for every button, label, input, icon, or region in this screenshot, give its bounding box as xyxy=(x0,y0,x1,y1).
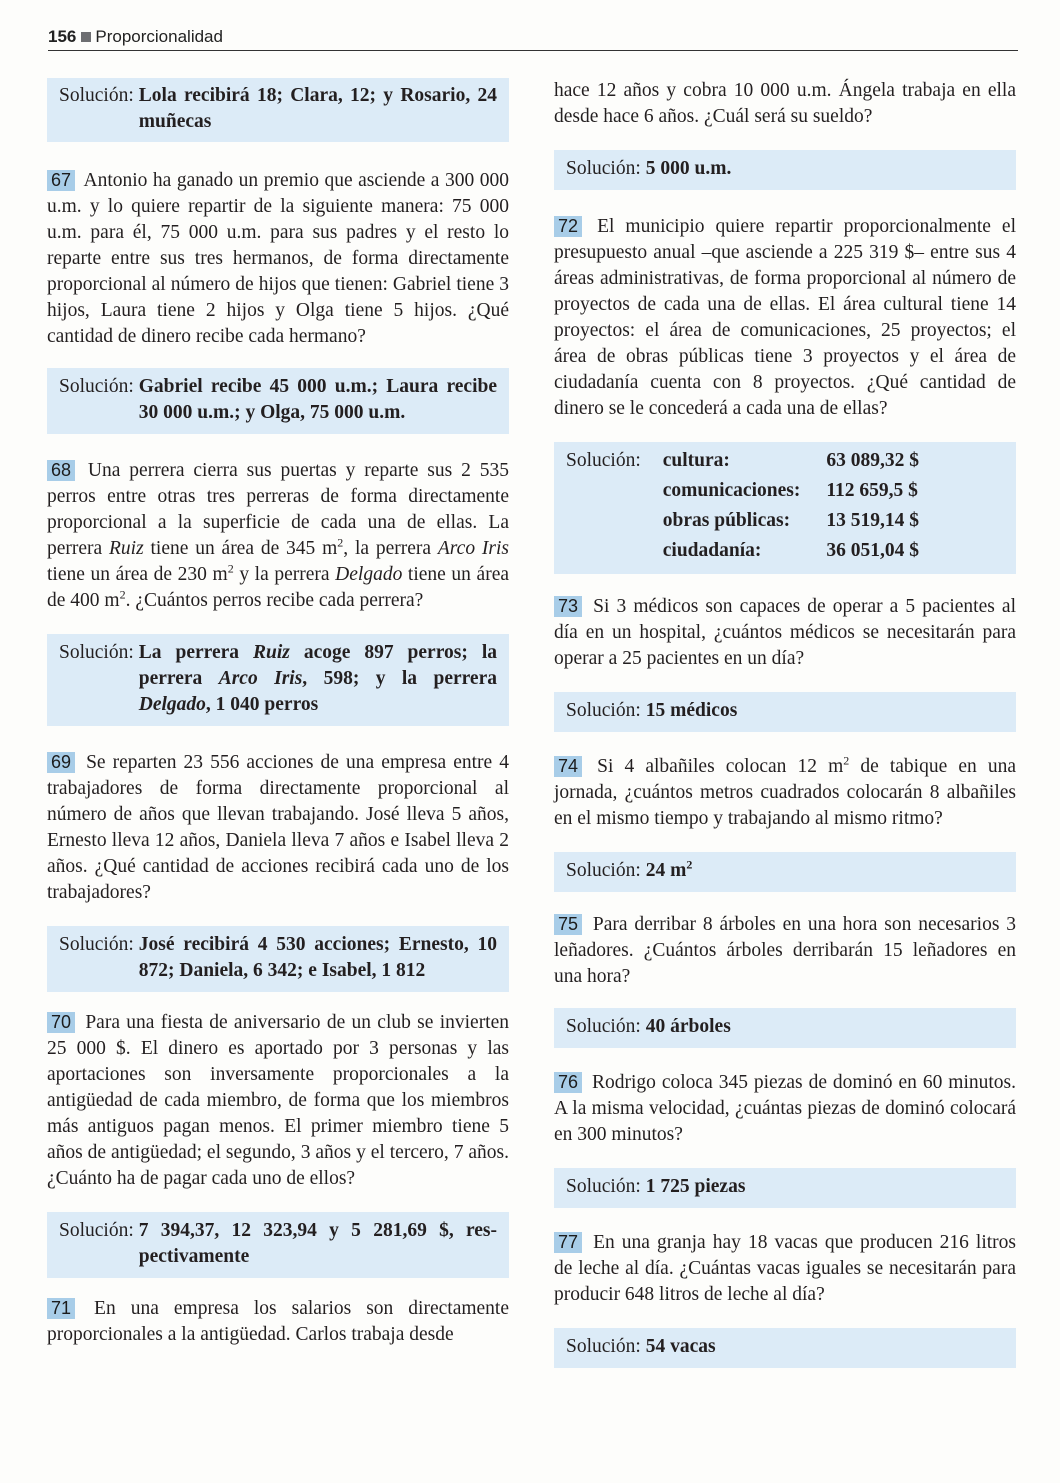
solution-text: 40 árboles xyxy=(645,1016,731,1037)
problem-73 xyxy=(554,594,1016,672)
solution-text: 5 000 u.m. xyxy=(645,158,732,179)
problem-text: , la perrera xyxy=(343,538,438,559)
problem-67 xyxy=(47,168,509,350)
solution-text: 15 médicos xyxy=(645,700,738,721)
problem-text: Antonio ha ganado un premio que asciende a 300 000 u.m. y lo quiere repartir de la siguiente manera: 75 000 u.m. para él, 75 000 u.m. para sus padres y el resto lo reparte entre sus tres hermanos, de forma directamente proporcional al número de hijos que tienen: Gabriel tiene 3 hijos, Laura tiene 2 hijos y Olga tiene 5 hijos. ¿Qué cantidad de dinero recibe cada hermano? xyxy=(47,170,509,347)
solution-text: José recibirá 4 530 acciones; Ernesto, 10 872; Daniela, 6 342; e Isabel, 1 812 xyxy=(138,934,497,981)
kennel-name: Delgado xyxy=(335,564,403,585)
solution-label: Solución: xyxy=(566,860,641,881)
problem-text: Para derribar 8 árboles en una hora son necesarios 3 leñadores. ¿Cuántos árboles derribarán 15 leñadores en una hora? xyxy=(554,914,1016,987)
solution-text: La perrera Ruiz acoge 897 perros; la perrera Arco Iris, 598; y la perrera Delgado, 1 040 perros xyxy=(138,642,497,715)
problem-74 xyxy=(554,754,1016,832)
solution-label: Solución: xyxy=(59,642,134,663)
problem-number: 76 xyxy=(554,1072,582,1093)
problem-number: 73 xyxy=(554,596,582,617)
area-amount: 112 659,5 $ xyxy=(826,480,918,501)
exponent: 2 xyxy=(686,857,693,872)
exponent: 2 xyxy=(843,753,850,768)
solution-66 xyxy=(47,78,509,142)
problem-number: 68 xyxy=(47,460,75,481)
problem-number: 67 xyxy=(47,170,75,191)
kennel-name: Ruiz xyxy=(109,538,144,559)
problem-text: tiene un área de 400 m xyxy=(47,564,509,611)
solution-71 xyxy=(554,150,1016,190)
problem-text: Una perrera cierra sus puertas y reparte sus 2 535 perros entre otras tres perreras de forma directamente proporcional a la superficie de cada una de ellas. La perrera xyxy=(47,460,509,559)
area-name: cultura: xyxy=(662,450,730,471)
problem-number: 70 xyxy=(47,1012,75,1033)
problem-text: Si 3 médicos son capaces de operar a 5 pacientes al día en un hospital, ¿cuántos médicos se necesitarán para operar a 25 pacientes en un día? xyxy=(554,596,1016,669)
problem-text: En una empresa los salarios son directamente proporcionales a la antigüedad. Carlos trabaja desde xyxy=(47,1298,509,1345)
table-row xyxy=(663,506,919,536)
solution-75 xyxy=(554,1008,1016,1048)
solution-label: Solución: xyxy=(566,450,641,471)
area-name: obras públicas: xyxy=(662,510,791,531)
table-row xyxy=(663,476,919,506)
problem-number: 71 xyxy=(47,1298,75,1319)
problem-text: de tabique en una jornada, ¿cuántos metros cuadrados colocarán 8 albañiles en el mismo tiempo y trabajando al mismo ritmo? xyxy=(554,756,1016,829)
solution-77 xyxy=(554,1328,1016,1368)
problem-69 xyxy=(47,750,509,906)
area-name: ciudadanía: xyxy=(662,540,762,561)
solution-label: Solución: xyxy=(59,1220,134,1241)
problem-text: El municipio quiere repartir proporcionalmente el presupuesto anual –que asciende a 225 319 $– entre sus 4 áreas administrativas, de forma proporcional al número de proyectos de cada una de ellas. El área cultural tiene 14 proyectos: el área de comunicaciones, 25 proyectos; el área de obras públicas tiene 3 proyectos y el área de ciudadanía cuenta con 8 proyectos. ¿Qué cantidad de dinero se le concederá a cada una de ellas? xyxy=(554,216,1017,419)
table-row xyxy=(663,536,919,566)
solution-67 xyxy=(47,368,509,434)
solution-text: Lola recibirá 18; Clara, 12; y Rosario, 24 muñecas xyxy=(138,85,497,132)
left-column xyxy=(47,78,509,1348)
problem-text: tiene un área de 230 m xyxy=(47,564,228,585)
solution-table xyxy=(663,446,919,566)
problem-71 xyxy=(47,1296,509,1348)
solution-72 xyxy=(554,442,1016,574)
solution-label: Solución: xyxy=(566,158,641,179)
right-column xyxy=(554,78,1016,1368)
problem-text: . ¿Cuántos perros recibe cada perrera? xyxy=(125,590,424,611)
solution-text: 7 394,37, 12 323,94 y 5 281,69 $, respectivamente xyxy=(138,1220,497,1267)
solution-text: 54 vacas xyxy=(645,1336,716,1357)
solution-68 xyxy=(47,634,509,726)
problem-text: En una granja hay 18 vacas que producen 216 litros de leche al día. ¿Cuántas vacas iguales se necesitarán para producir 648 litros de leche al día? xyxy=(554,1232,1016,1305)
problem-number: 74 xyxy=(554,756,582,777)
page-header xyxy=(48,26,1018,51)
solution-70 xyxy=(47,1212,509,1278)
problem-number: 77 xyxy=(554,1232,582,1253)
problem-text: Rodrigo coloca 345 piezas de dominó en 60 minutos. A la misma velocidad, ¿cuántas piezas de dominó colocará en 300 minutos? xyxy=(554,1072,1016,1145)
problem-75 xyxy=(554,912,1016,990)
solution-label: Solución: xyxy=(566,700,641,721)
problem-text: Se reparten 23 556 acciones de una empresa entre 4 trabajadores de forma directamente proporcional al número de años que llevan trabajando. José lleva 5 años, Ernesto lleva 12 años, Daniela lleva 7 años e Isabel lleva 2 años. ¿Qué cantidad de acciones recibirá cada uno de los trabajadores? xyxy=(47,752,509,903)
solution-text: 24 $m^2$ xyxy=(645,857,693,881)
problem-76 xyxy=(554,1070,1016,1148)
problem-text: y la perrera xyxy=(233,564,336,585)
solution-label: Solución: xyxy=(566,1336,641,1357)
problem-text: tiene un área de 345 m xyxy=(143,538,338,559)
table-row xyxy=(663,446,919,476)
solution-text: 1 725 piezas xyxy=(645,1176,746,1197)
exponent: 2 xyxy=(119,587,126,602)
problem-77 xyxy=(554,1230,1016,1308)
solution-label: Solución: xyxy=(566,1016,641,1037)
area-name: comunicaciones: xyxy=(662,480,801,501)
section-title: Proporcionalidad xyxy=(95,27,223,46)
solution-label: Solución: xyxy=(59,934,134,955)
problem-number: 72 xyxy=(554,216,582,237)
solution-text: Gabriel recibe 45 000 u.m.; Laura recibe 30 000 u.m.; y Olga, 75 000 u.m. xyxy=(138,376,497,423)
solution-label: Solución: xyxy=(59,85,134,106)
problem-68 xyxy=(47,458,509,614)
square-bullet-icon xyxy=(81,32,91,42)
solution-74 xyxy=(554,852,1016,892)
exponent: 2 xyxy=(227,561,234,576)
kennel-name: Arco Iris xyxy=(437,538,509,559)
area-amount: 63 089,32 $ xyxy=(826,450,919,471)
page-number: 156 xyxy=(48,27,77,46)
problem-72 xyxy=(554,214,1016,422)
exponent: 2 xyxy=(337,535,344,550)
problem-text: Para una fiesta de aniversario de un club se invierten 25 000 $. El dinero es aportado por 3 personas y las aportaciones son inversamente proporcionales a la antigüedad de cada miembro, de forma que los miembros más antiguos pagan menos. El primer miembro tiene 5 años de antigüedad; el segundo, 3 años y el tercero, 7 años. ¿Cuánto ha de pagar cada uno de ellos? xyxy=(47,1012,510,1189)
solution-73 xyxy=(554,692,1016,732)
problem-71-continued: hace 12 años y cobra 10 000 u.m. Ángela trabaja en ella desde hace 6 años. ¿Cuál será su sueldo? xyxy=(554,80,1016,127)
problem-number: 75 xyxy=(554,914,582,935)
problem-text: Si 4 albañiles colocan 12 m xyxy=(597,756,844,777)
area-amount: 13 519,14 $ xyxy=(826,510,919,531)
solution-label: Solución: xyxy=(59,376,134,397)
solution-76 xyxy=(554,1168,1016,1208)
solution-label: Solución: xyxy=(566,1176,641,1197)
problem-70 xyxy=(47,1010,509,1192)
solution-69 xyxy=(47,926,509,992)
problem-number: 69 xyxy=(47,752,75,773)
area-amount: 36 051,04 $ xyxy=(826,540,919,561)
